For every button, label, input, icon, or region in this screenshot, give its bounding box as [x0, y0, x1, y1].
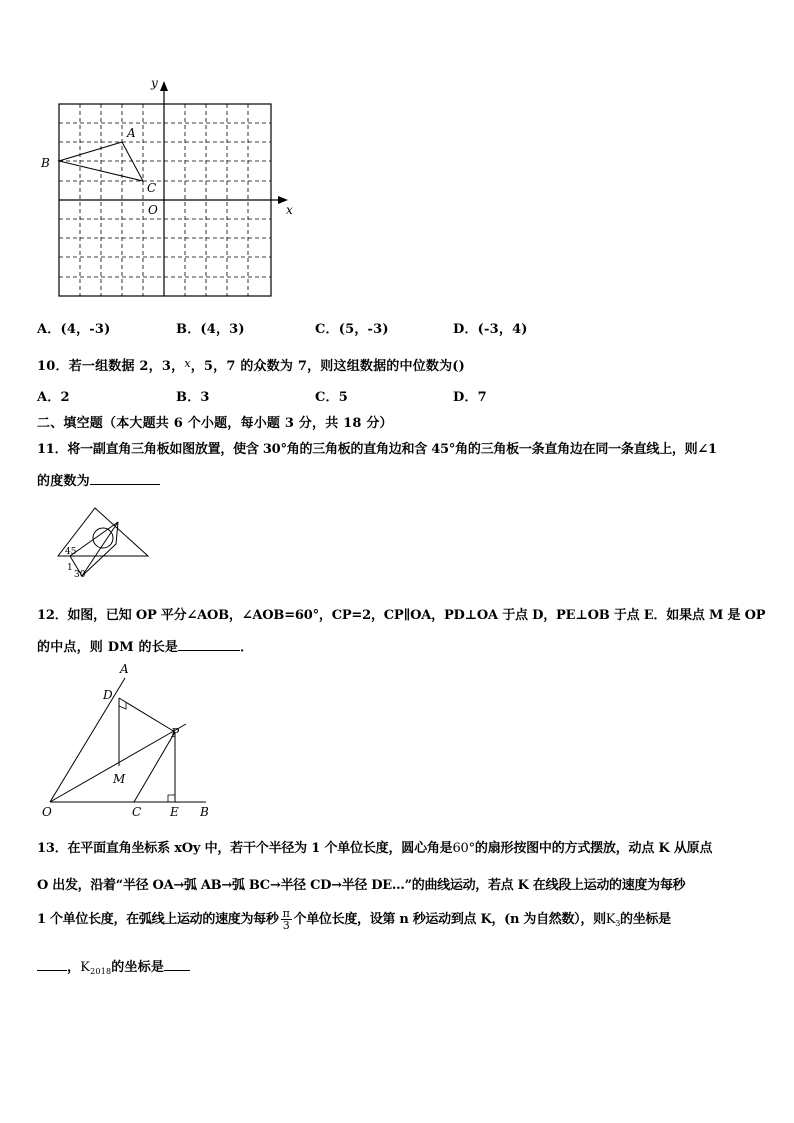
q13-line4: [37, 956, 190, 976]
q13-line4b: 的坐标是: [111, 960, 165, 975]
q13-k1-sub: 3: [615, 919, 620, 928]
origin-label: O: [148, 203, 158, 217]
q12-line2: [37, 636, 253, 655]
q13-line1: [37, 837, 712, 856]
q13-fraction-num: π: [282, 907, 290, 920]
q10-variable: x: [184, 357, 191, 370]
q10-text: [37, 355, 465, 374]
point-o-label: O: [42, 805, 52, 819]
q13-k2: K: [80, 960, 91, 975]
right-angle-d: [119, 702, 126, 709]
q11-line2-text: 的度数为: [37, 474, 90, 489]
q13-k1: K: [605, 912, 616, 927]
q13-line3b: 个单位长度，设第 n 秒运动到点 K，(n 为自然数），则: [293, 912, 606, 927]
q10-option-c: C．5: [315, 390, 348, 405]
q13-answer-blank-2: [164, 958, 190, 971]
q13-angle: 60°: [452, 841, 475, 856]
q13-fraction-den: 3: [282, 919, 290, 932]
q11-line2: [37, 470, 160, 489]
triangle-30: [82, 522, 118, 576]
q13-line3: [37, 908, 671, 931]
q13-line3a: 1 个单位长度，在弧线上运动的速度为每秒: [37, 912, 279, 927]
point-b-label: B: [41, 156, 50, 170]
q13-line3c: 的坐标是: [620, 912, 671, 927]
q10-prefix: 10．若一组数据 2，3，: [37, 359, 185, 374]
q10-option-d: D．7: [453, 390, 487, 405]
segment-pd: [119, 698, 175, 732]
triangle-rulers-figure: [50, 500, 160, 585]
point-d-label: D: [103, 688, 113, 702]
q11-line1: 11．将一副直角三角板如图放置，使含 30°角的三角板的直角边和含 45°角的三角板一条直角边在同一条直线上，则∠1: [37, 442, 717, 457]
q12-answer-blank: [178, 638, 240, 651]
coordinate-grid-figure: [30, 75, 300, 305]
q11-answer-blank: [90, 472, 160, 485]
y-axis-arrow: [160, 81, 168, 91]
angle-30-label: 30: [74, 570, 86, 580]
q10-option-b: B．3: [176, 390, 210, 405]
q13-fraction: [281, 908, 292, 931]
q13-line2: O 出发，沿着“半径 OA→弧 AB→弧 BC→半径 CD→半径 DE…”的曲线运动，若点 K 在线段上运动的速度为每秒: [37, 878, 686, 893]
q13-line1a: 13．在平面直角坐标系 xOy 中，若干个半径为 1 个单位长度，圆心角是: [37, 841, 453, 856]
point-m-label: M: [113, 772, 126, 786]
q12-line1: 12．如图，已知 OP 平分∠AOB，∠AOB=60°，CP=2，CP∥OA，PD⊥OA 于点 D，PE⊥OB 于点 E．如果点 M 是 OP: [37, 608, 766, 623]
q9-option-a: A．(4，-3): [37, 322, 111, 337]
q13-k2-sub: 2018: [90, 967, 112, 976]
q10-option-a: A．2: [37, 390, 70, 405]
q12-line2-text: 的中点，则 DM 的长是: [37, 640, 179, 655]
q9-option-d: D．(-3，4): [453, 322, 528, 337]
q9-option-b: B．(4，3): [176, 322, 245, 337]
point-e-label: E: [170, 805, 179, 819]
q13-answer-blank-1: [37, 958, 67, 971]
point-c-label: C: [147, 181, 157, 195]
point-a-label: A: [120, 662, 129, 676]
right-angle-e: [168, 795, 175, 802]
point-p-label: P: [171, 726, 180, 740]
angle-45-label: 45: [65, 547, 77, 557]
point-a-label: A: [127, 126, 136, 140]
section-heading: 二、填空题（本大题共 6 个小题，每小题 3 分，共 18 分）: [37, 416, 393, 431]
point-b-label: B: [200, 805, 209, 819]
q13-line4a: ，: [67, 960, 81, 975]
ray-op: [50, 724, 186, 802]
q12-line2-end: ．: [240, 640, 254, 655]
angle-bisector-figure: [40, 660, 220, 825]
angle-1-label: 1: [67, 563, 73, 573]
q13-line1b: 的扇形按图中的方式摆放，动点 K 从原点: [474, 841, 713, 856]
q10-suffix: ，5，7 的众数为 7，则这组数据的中位数为(): [190, 359, 466, 374]
q9-option-c: C．(5，-3): [315, 322, 389, 337]
point-c-label: C: [132, 805, 142, 819]
x-axis-label: x: [286, 203, 293, 217]
y-axis-label: y: [151, 76, 158, 90]
